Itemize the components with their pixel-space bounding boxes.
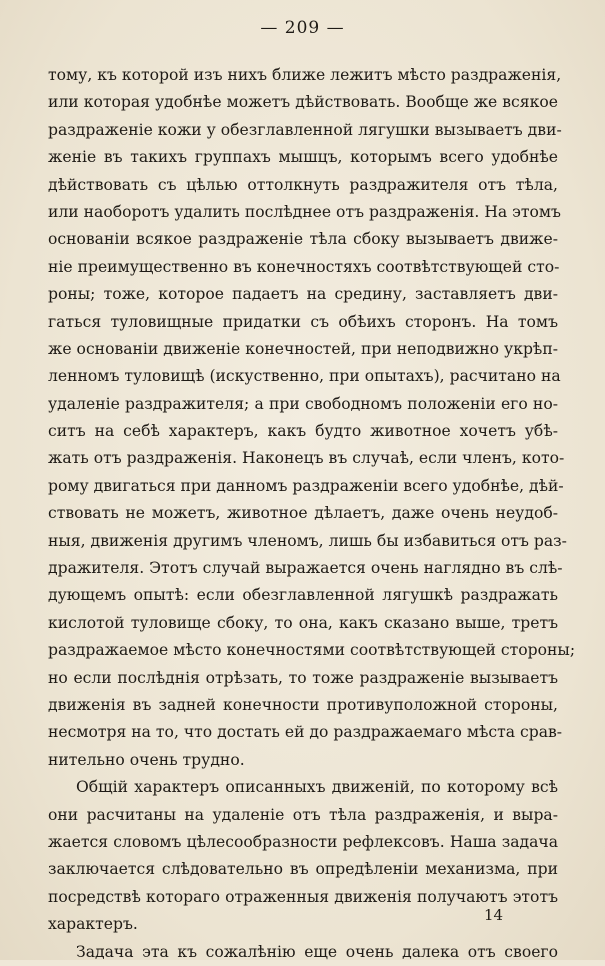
text-line: дражителя. Этотъ случай выражается очень наглядно въ слѣ- — [48, 559, 563, 578]
text-line: ленномъ туловищѣ (искуственно, при опытахъ), расчитано на — [48, 367, 561, 386]
text-line: или наоборотъ удалить послѣднее отъ раздраженія. На этомъ — [48, 202, 561, 221]
text-line: удаленіе раздражителя; а при свободномъ положеніи его но- — [48, 394, 558, 413]
text-line: кислотой туловище сбоку, то она, какъ сказано выше, третъ — [48, 613, 558, 632]
text-line: рому двигаться при данномъ раздраженіи всего удобнѣе, дѣй- — [48, 476, 564, 495]
text-line: гаться туловищные придатки съ обѣихъ сторонъ. На томъ — [48, 312, 558, 331]
text-line: дѣйствовать съ цѣлью оттолкнуть раздражителя отъ тѣла, — [48, 175, 558, 194]
text-line: ситъ на себѣ характеръ, какъ будто животное хочетъ убѣ- — [48, 422, 558, 441]
text-line: или которая удобнѣе можетъ дѣйствовать. Вообще же всякое — [48, 93, 558, 112]
signature-mark: 14 — [484, 906, 504, 924]
text-line: Задача эта къ сожалѣнію еще очень далека отъ своего — [76, 942, 558, 961]
text-line: же основаніи движеніе конечностей, при неподвижно укрѣп- — [48, 339, 558, 358]
text-line: раздражаемое мѣсто конечностями соотвѣтствующей стороны; — [48, 641, 576, 660]
text-line: тому, къ которой изъ нихъ ближе лежитъ мѣсто раздраженія, — [48, 66, 562, 84]
body-text — [48, 62, 576, 966]
text-line: жается словомъ цѣлесообразности рефлексовъ. Наша задача — [48, 832, 558, 851]
text-line: заключается слѣдовательно въ опредѣленіи механизма, при — [48, 860, 558, 879]
text-line: несмотря на то, что достать ей до раздражаемаго мѣста срав- — [48, 723, 563, 742]
text-line: основаніи всякое раздраженіе тѣла сбоку вызываетъ движе- — [48, 230, 558, 249]
text-line: роны; тоже, которое падаетъ на средину, заставляетъ дви- — [48, 285, 558, 304]
text-line: характеръ. — [48, 915, 138, 934]
text-line: но если послѣднія отрѣзать, то тоже раздраженіе вызываетъ — [48, 668, 558, 687]
text-line: движенія въ задней конечности противуположной стороны, — [48, 695, 558, 714]
text-line: жать отъ раздраженія. Наконецъ въ случаѣ, если членъ, кото- — [48, 449, 565, 468]
page-number: — 209 — — [260, 18, 345, 38]
text-line: они расчитаны на удаленіе отъ тѣла раздраженія, и выра- — [48, 805, 558, 824]
text-line: женіе въ такихъ группахъ мышцъ, которымъ всего удобнѣе — [48, 148, 558, 167]
text-line: раздраженіе кожи у обезглавленной лягушки вызываетъ дви- — [48, 120, 562, 139]
text-line: нительно очень трудно. — [48, 750, 245, 769]
text-line: ствовать не можетъ, животное дѣлаетъ, даже очень неудоб- — [48, 504, 558, 523]
text-line: посредствѣ котораго отраженныя движенія получаютъ этотъ — [48, 887, 558, 906]
text-line: ніе преимущественно въ конечностяхъ соотвѣтствующей сто- — [48, 257, 560, 276]
text-line: Общій характеръ описанныхъ движеній, по которому всѣ — [76, 778, 558, 797]
text-line: ныя, движенія другимъ членомъ, лишь бы избавиться отъ раз- — [48, 531, 567, 550]
text-line: дующемъ опытѣ: если обезглавленной лягушкѣ раздражать — [48, 586, 558, 605]
